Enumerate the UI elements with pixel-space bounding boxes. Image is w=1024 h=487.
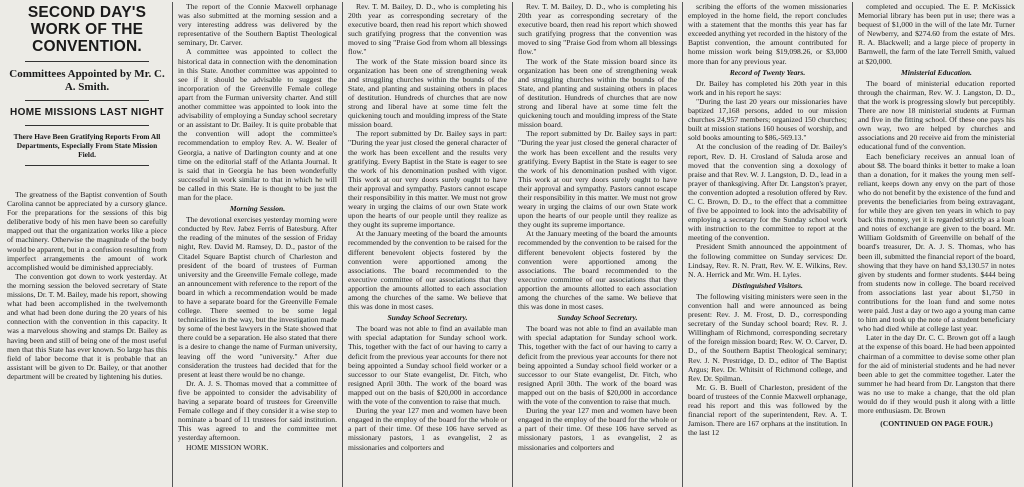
paragraph: Later in the day Dr. C. C. Brown got off a laugh at the expense of this board. He had been appointed chairman of a committee to devise some other plan for the aid of ministerial students and he had never been able to get the committee together. Later the summer he had heard from Dr. Langston that there was no use to make a change, that the old plan would do if they would push it along with a little more enthusiasm. Dr. Brown (858, 333, 1015, 416)
deck-committees: Committees Appointed by Mr. C. A. Smith. (9, 68, 165, 93)
column-2 (172, 2, 342, 487)
subhead: Morning Session. (229, 204, 286, 214)
paragraph: The greatness of the Baptist convention of South Carolina cannot be appreciated by a cursory glance. For the preparations for the sessions of this big deliberative body of his men have been so carefully mapped out that the organization works like a piece of machinery. Otherwise the magnitude of the body would be apparent, but in a confusion resulting from imperfect arrangements the amount of work accomplished would be diminished appreciably. (7, 190, 167, 272)
paragraph: Dr. A. J. S. Thomas moved that a committee of five be appointed to consider the advisability of having a separate board of trustees for Greenville Female college and if they consider it a wise step to nominate a board of 11 trustees for said institution. This was agreed to and the committee met yesterday afternoon. (178, 378, 337, 443)
paragraph: The board was not able to find an available man with special adaptation for Sunday school work. This, together with the fact of our having to carry a deficit from the previous year accounts for there not being appointed a Sunday school field worker or a successor to our State evangelist, Dr. Fitch, who resigned April 30th. The work of the board was mapped out on the basis of $20,000 in accordance with the vote of the convention to raise that much. (518, 324, 677, 407)
subhead: Record of Twenty Years. (729, 67, 806, 77)
paragraph: Rev. T. M. Bailey, D. D., who is completing his 20th year as corresponding secretary of the executive board, then read his report which showed such gratifying progress that the convention was moved to sing "Praise God from whom all blessings flow." (348, 2, 507, 57)
continued-notice: (CONTINUED ON PAGE FOUR.) (880, 419, 993, 429)
column-5 (682, 2, 852, 487)
paragraph: During the year 127 men and women have been engaged in the employ of the board for the whole or a part of their time. Of these 106 have served as missionary pastors, 1 as evangelist, 2 as missionaries and colporters and (518, 406, 677, 452)
divider (25, 61, 149, 62)
paragraph: completed and occupied. The E. P. McKissick Memorial library has been put in use; there was a bequest of $1,000 in the will of the late Mr. Turner of Newberry, and $274.60 from the estate of Mrs. R. A. Blackwell; and a large piece of property in Barnwell, the farm of the late Terrell Smith, valued at $20,000. (858, 2, 1015, 66)
paragraph: Rev. T. M. Bailey, D. D., who is completing his 20th year as corresponding secretary of the executive board, then read his report which showed such gratifying progress that the convention was moved to sing "Praise God from whom all blessings flow." (518, 2, 677, 57)
paragraph: scribing the efforts of the women missionaries employed in the home field, the report concludes with a statement that the months this year has far exceeded anything yet recorded in the history of the Baptist convention, the amount contributed for home mission work being $19,098.26, or $3,000 more than for any previous year. (688, 2, 847, 66)
column-1 (2, 2, 172, 487)
paragraph: HOME MISSION WORK. (186, 442, 269, 452)
paragraph: The convention got down to work yesterday. At the morning session the beloved secretary of State missions, Dr. T. M. Bailey, made his report, showing what had been accomplished in the twelvemonth and what had been done during the 20 years of his connection with the convention in this capacity. It was a marvelous showing and stamps Dr. Bailey as having been and still of being one of the most useful men that this State has ever known. So large has this field of labor become that it is probable that an assistant will be given to Dr. Bailey, or that another department will be created by lightening his duties. (7, 271, 167, 381)
deck-reports: There Have Been Gratifying Reports From All Departments, Especially From State Mission Field. (13, 132, 161, 159)
paragraph: During the year 127 men and women have been engaged in the employ of the board for the whole or a part of their time. Of these 106 have served as missionary pastors, 1 as evangelist, 2 as missionaries and colporters and (348, 406, 507, 452)
paragraph: "During the last 20 years our missionaries have baptized 17,168 persons, added to our mission churches 24,957 members; organized 150 churches; built at mission stations 160 houses of worship, and sold books amounting to $86,-569.13." (688, 96, 847, 143)
paragraph: The following visiting ministers were seen in the convention hall and were announced as being present: Rev. J. M. Frost, D. D., corresponding secretary of the Sunday school board; Rev. R. J. Willingham of Richmond, corresponding secretary of the foreign mission board; Rev. W. O. Carver, D. D., of the Southern Baptist Theological seminary; Rev. J. N. Prestridge, D. D., editor of The Baptist Argus; Rev. Dr. Whitsitt of Richmond college, and Rev. Dr. Spilman. (688, 291, 847, 383)
column-6 (852, 2, 1020, 487)
headline: SECOND DAY'S WORK OF THE CONVENTION. (27, 4, 147, 55)
column-3 (342, 2, 512, 487)
subhead: Sunday School Secretary. (557, 313, 638, 323)
divider (25, 100, 149, 101)
paragraph: The report of the Connie Maxwell orphanage was also submitted at the morning session and a very interesting address was delivered by the representative of the Southern Baptist Theological seminary, Dr. Carver. (178, 2, 337, 48)
paragraph: President Smith announced the appointment of the following committee on Sunday services: Dr. Lindsay, Rev. R. N. Pratt, Rev. W. E. Wilkins, Rev. N. A. Herrick and Mr. Wm. H. Lyles. (688, 242, 847, 279)
subhead: Distinguished Visitors. (732, 280, 803, 290)
paragraph: Dr. Bailey has completed his 20th year in this work and in his report he says: (688, 78, 847, 97)
paragraph: A committee was appointed to collect the historical data in connection with the denomination in this State. Another committee was appointed to see if it should be advisable to suggest the incorporation of the Greenville Female college apart from the Furman university charter. And still another committee was appointed to look into the advisability of employing a Sunday school secretary or an assistant to Dr. Bailey. It is quite probable that the convention will adopt the committee's recommendation to employ Rev. A. W. Bealer of Georgia, a native of Darlington county and at one time on the editorial staff of the Atlanta Journal. It is said that in Georgia he has been wonderfully successful in work similar to that in which he will be called in this State. He is thought to be just the man for the place. (178, 47, 338, 202)
divider (25, 125, 149, 126)
divider (25, 165, 149, 166)
paragraph: At the conclusion of the reading of Dr. Bailey's report, Rev. D. H. Crosland of Saluda arose and moved that the convention sing a doxology of praise and that Rev. W. J. Langston, D. D., lead in a prayer of thanksgiving. After Dr. Langston's prayer, the convention adopted a resolution offered by Rev. C. C. Brown, D. D., to the effect that a committee of five be appointed to look into the advisability of employing a secretary for the Sunday school work with instruction to the committee to report at the meeting of the convention. (688, 142, 847, 243)
paragraph: Mr. G. B. Buell of Charleston, president of the board of trustees of the Connie Maxwell orphanage, read his report and this was followed by the financial report of the superintendent, Rev. A. T. Jamison. There are 167 orphans at the institution. In the last 12 (688, 382, 847, 438)
paragraph: The board was not able to find an available man with special adaptation for Sunday school work. This, together with the fact of our having to carry a deficit from the previous year accounts for there not being appointed a Sunday school field worker or a successor to our State evangelist, Dr. Fitch, who resigned April 30th. The work of the board was mapped out on the basis of $20,000 in accordance with the vote of the convention to raise that much. (348, 324, 507, 407)
paragraph: The devotional exercises yesterday morning were conducted by Rev. Jabez Ferris of Batesburg. After the reading of the minutes of the session of Friday night, Rev. David M. Ramsey, D. D., pastor of the Citadel Square Baptist church of Charleston and president of the board of trustees of Furman university and the Greenville Female college, made an announcement with reference to the report of the board in which a recommendation would be made to have a separate board for the Greenville Female college. There seemed to be some legal technicalities in the way, but the investigation made by some of the best lawyers in the State showed that there could be a separation. He also stated that there is a desire to change the name of Furman university, leaving off the word "university." After due consideration the trustees had decided that for the present at least there would be no change. (178, 215, 338, 379)
subhead: Sunday School Secretary. (387, 313, 468, 323)
paragraph: At the January meeting of the board the amounts recommended by the convention to be raised for the different benevolent objects fostered by the convention were apportioned among the associations. The board recommended to the executive committee of our associations that they apportion the amounts allotted to each association among the churches of the same. We believe that this was done in most cases. (348, 229, 507, 312)
column-4 (512, 2, 682, 487)
subhead: Ministerial Education. (901, 67, 972, 77)
paragraph: At the January meeting of the board the amounts recommended by the convention to be raised for the different benevolent objects fostered by the convention were apportioned among the associations. The board recommended to the executive committee of our associations that they apportion the amounts allotted to each association among the churches of the same. We believe that this was done in most cases. (518, 229, 677, 312)
paragraph: The report submitted by Dr. Bailey says in part: "During the year just closed the general character of the work has been excellent and the results very gratifying. Every Baptist in the State is eager to see the work of his denomination pushed with vigor. This work at our very doors surely ought to have their approval and sympathy. Pastors cannot escape their responsibility in this matter. We must not grow weary in urging the claims of our own State work upon the hearts of our people until they realize as they ought its supreme importance. (518, 129, 677, 230)
paragraph: The work of the State mission board since its organization has been one of strengthening weak and struggling churches within the bounds of the State, and planting and sustaining others in places of destitution. Hundreds of churches that are now strong and liberal have at some time felt the quickening touch and moulding impress of the State mission board. (348, 56, 507, 130)
paragraph: The board of ministerial education reported through the chairman, Rev. W. J. Langston, D. D., that the work is progressing slowly but perceptibly. There are now 18 ministerial students at Furman and five in the fitting school. Of these one pays his own way, two are helped by churches and associations and 20 receive aid from the ministerial educational fund of the convention. (858, 78, 1015, 152)
paragraph: Each beneficiary receives an annual loan of about $8. The board thinks it better to make a loan than a donation, for it makes the young men self-reliant, keeps down any envy on the part of those who do not benefit by the existence of the fund and prevents the beneficiaries from being extravagant, for while they are given ten years in which to pay back this money, yet it is regarded strictly as a loan and notes of exchange are given to the board. Mr. William Goldsmith of Greenville on behalf of the board's treasurer, Dr. A. J. S. Thomas, who has been ill, submitted the financial report of the board, showing that they have on hand $3,130.57 in notes given by students and former students. $444 being from students now in college. The board received from associations last year about $1,750 in contributions for the loan fund and some notes were paid. Just a day or two ago a young man came to him and took up the note of a student beneficiary who had died while at college last year. (858, 151, 1015, 334)
deck-home-missions: HOME MISSIONS LAST NIGHT (9, 107, 165, 118)
paragraph: The work of the State mission board since its organization has been one of strengthening weak and struggling churches within the bounds of the State, and planting and sustaining others in places of destitution. Hundreds of churches that are now strong and liberal have at some time felt the quickening touch and moulding impress of the State mission board. (518, 56, 677, 130)
paragraph: The report submitted by Dr. Bailey says in part: "During the year just closed the general character of the work has been excellent and the results very gratifying. Every Baptist in the State is eager to see the work of his denomination pushed with vigor. This work at our very doors surely ought to have their approval and sympathy. Pastors cannot escape their responsibility in this matter. We must not grow weary in urging the claims of our own State work upon the hearts of our people until they realize as they ought its supreme importance. (348, 129, 507, 230)
